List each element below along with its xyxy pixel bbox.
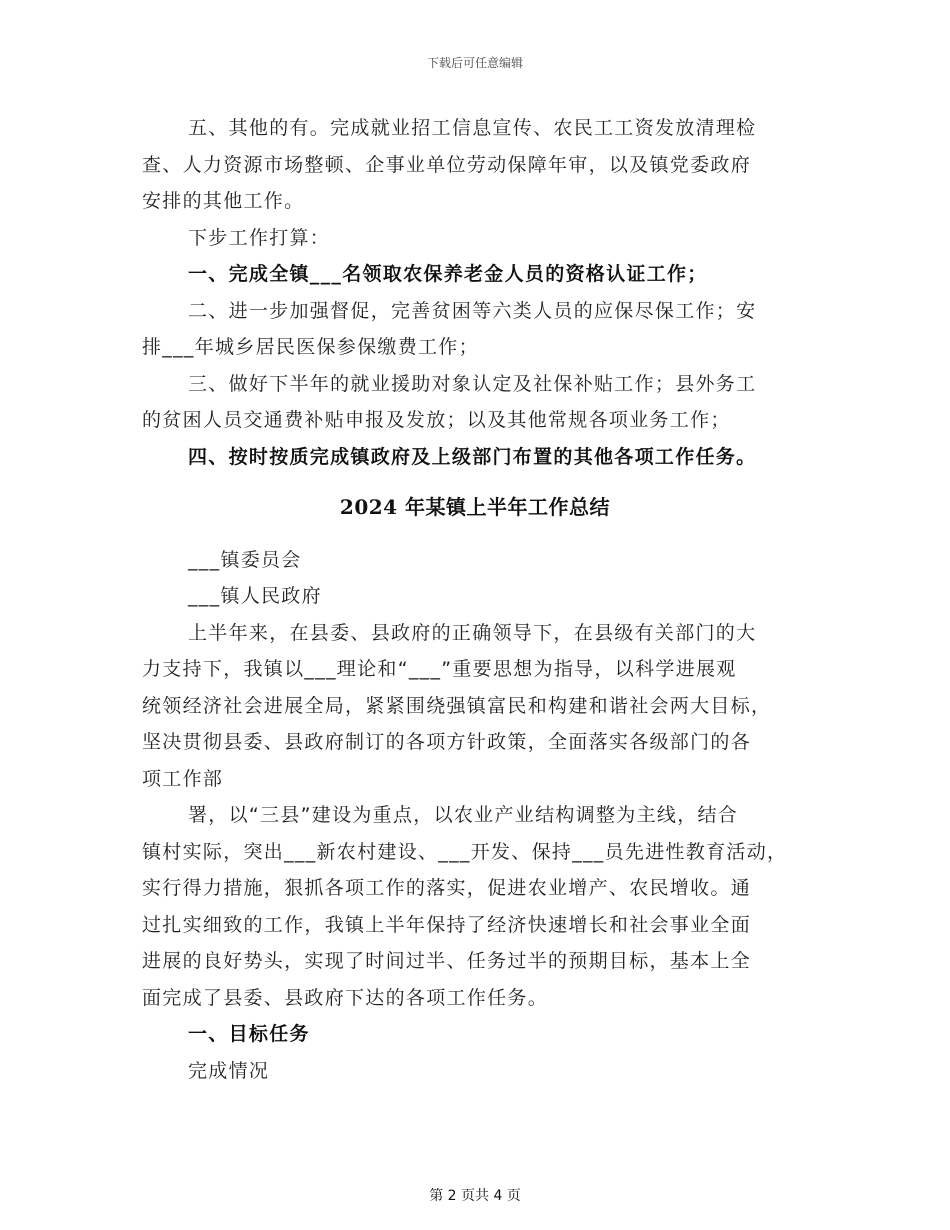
text-line: 进展的良好势头，实现了时间过半、任务过半的预期目标，基本上全 — [142, 950, 752, 972]
text-line: 署，以“三县”建设为重点，以农业产业结构调整为主线，结合 — [188, 804, 739, 826]
section-title: 2024 年某镇上半年工作总结 — [339, 495, 611, 519]
text-line: 安排的其他工作。 — [142, 190, 305, 212]
text-line: 项工作部 — [142, 767, 224, 790]
text-line: 排___年城乡居民医保参保缴费工作； — [142, 336, 479, 358]
text-line: 面完成了县委、县政府下达的各项工作任务。 — [142, 986, 549, 1009]
text-line: 一、目标任务 — [188, 1023, 310, 1045]
text-line: ___镇委员会 — [188, 548, 302, 571]
text-line: 下步工作打算： — [188, 226, 331, 249]
text-line: 统领经济社会进展全局，紧紧围绕强镇富民和构建和谐社会两大目标， — [142, 694, 772, 717]
text-line: 镇村实际，突出___新农村建设、___开发、保持___员先进性教育活动， — [142, 840, 788, 863]
paragraph-plan-3 — [142, 366, 808, 439]
text-line: 三、做好下半年的就业援助对象认定及社保补贴工作；县外务工 — [188, 372, 757, 395]
paragraph-next-steps — [142, 220, 808, 257]
paragraph-focus — [142, 797, 808, 1016]
text-line: 五、其他的有。完成就业招工信息宣传、农民工工资发放清理检 — [188, 117, 757, 139]
paragraph-plan-1 — [142, 256, 808, 293]
document-body — [142, 110, 808, 1089]
text-line: 查、人力资源市场整顿、企事业单位劳动保障年审，以及镇党委政府 — [142, 153, 752, 176]
page-header: 下载后可任意编辑 — [426, 56, 523, 70]
text-line: 二、进一步加强督促，完善贫困等六类人员的应保尽保工作；安 — [188, 299, 757, 322]
paragraph-plan-2 — [142, 293, 808, 366]
text-line: ___镇人民政府 — [188, 585, 322, 607]
text-line: 实行得力措施，狠抓各项工作的落实，促进农业增产、农民增收。通 — [142, 877, 752, 899]
paragraph-completion — [142, 1053, 808, 1090]
paragraph-government — [142, 578, 808, 615]
text-line: 过扎实细致的工作，我镇上半年保持了经济快速增长和社会事业全面 — [142, 913, 752, 936]
text-line: 完成情况 — [188, 1059, 270, 1082]
heading-targets — [142, 1016, 808, 1053]
text-line: 力支持下，我镇以___理论和“___”重要思想为指导，以科学进展观 — [142, 658, 737, 680]
text-line: 上半年来，在县委、县政府的正确领导下，在县级有关部门的大 — [188, 621, 757, 644]
page-footer: 第 2 页共 4 页 — [429, 1188, 521, 1204]
paragraph-committee — [142, 542, 808, 579]
text-line: 坚决贯彻县委、县政府制订的各项方针政策，全面落实各级部门的各 — [142, 731, 752, 753]
paragraph-other-work — [142, 110, 808, 220]
paragraph-intro — [142, 615, 808, 798]
paragraph-plan-4 — [142, 439, 808, 476]
text-line: 一、完成全镇___名领取农保养老金人员的资格认证工作； — [188, 263, 708, 285]
text-line: 四、按时按质完成镇政府及上级部门布置的其他各项工作任务。 — [188, 445, 757, 468]
text-line: 的贫困人员交通费补贴申报及发放；以及其他常规各项业务工作； — [142, 409, 731, 431]
